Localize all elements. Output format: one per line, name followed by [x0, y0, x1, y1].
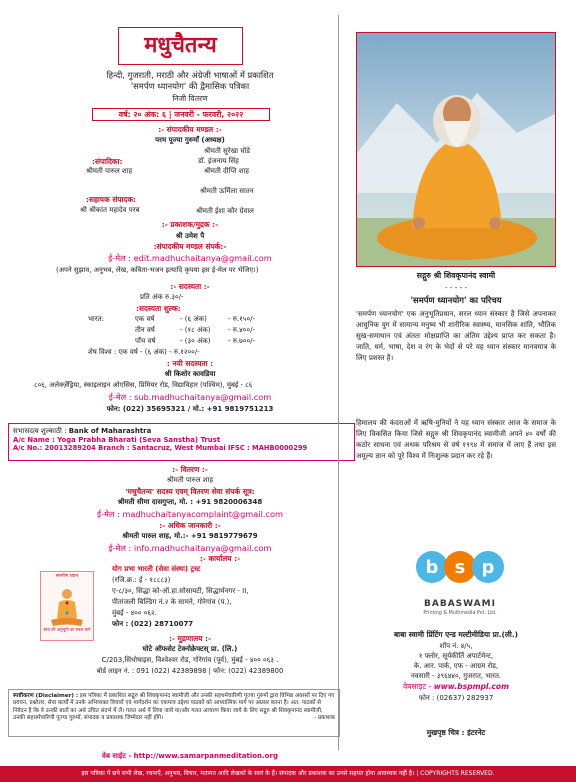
intro-heading: 'समर्पण ध्यानयोग' का परिचय: [410, 295, 502, 305]
email-label: ई-मेल :: [108, 543, 134, 553]
disclaimer-label: स्पष्टीकरण (Disclaimer) :: [13, 693, 79, 699]
company-address: शॉप नं. ४/५,: [439, 642, 473, 650]
column-divider: [338, 15, 339, 750]
board-member: श्रीमती सुरेखा घोंडे: [204, 147, 251, 155]
fee-issues: - (३० अंक): [180, 337, 211, 345]
publisher-label: :- प्रकाशक/मुद्रक :-: [161, 220, 219, 229]
account-number: A/c No.: 20013289204 Branch : Santacruz, West Mumbai IFSC : MAHB0000299: [13, 444, 308, 453]
company-website[interactable]: www.bspmpl.com: [433, 682, 510, 691]
fee-period: पाँच वर्ष: [135, 337, 156, 345]
company-address: १ फ्लोर, सूर्यकीर्ति अपार्टमेन्ट,: [418, 652, 494, 660]
complaint-email[interactable]: madhuchaitanyacomplaint@gmail.com: [122, 509, 283, 519]
svg-text:p: p: [481, 557, 495, 578]
board-member: श्रीमती दीप्ति शाह: [204, 167, 249, 175]
bank-label: सभासदत्व शुल्काठी :: [13, 427, 69, 435]
editor-label: :संपादिका:: [92, 157, 123, 166]
office-address: ए-८/३०, सिद्धा को-ऑ.हा.सोसायटी, सिद्धार्थनगर - II,: [112, 587, 249, 595]
india-label: भारत:: [88, 315, 104, 323]
company-web-line: [356, 682, 556, 691]
magazine-title: मधुचैतन्य: [144, 33, 217, 59]
board-email[interactable]: edit.madhuchaitanya@gmail.com: [133, 253, 272, 263]
per-issue-price: प्रति अंक रु.३०/-: [140, 293, 184, 301]
image-caption-bottom: स्वयं की अनुभूति का सरल मार्ग: [43, 627, 91, 632]
complaint-email-line: [40, 509, 340, 519]
editor-name: श्रीमती पारुल शाह: [86, 167, 133, 175]
fee-period: तीन वर्ष: [135, 326, 155, 334]
magazine-description: 'समर्पण ध्यानयोग' की द्वैमासिक पत्रिका: [130, 81, 250, 91]
subscription-email[interactable]: sub.madhuchaitanya@gmail.com: [134, 392, 272, 402]
office-phone: फोन : (022) 28710077: [112, 620, 194, 628]
office-reg: (रजि.क्र.: ई - १८८८३): [112, 576, 171, 584]
printer-address: C/203,सिंधोषाइस, विश्वेश्वर रोड, गोरेगांव (पूर्व), मुंबई - ४०० ०६३ .: [101, 656, 279, 664]
website-line: [40, 752, 340, 761]
issue-info: वर्ष: २० अंक: ६ | जनवरी - फरवरी, २०२२: [92, 108, 270, 121]
languages-line: हिन्दी, गुजराती, मराठी और अंग्रेजी भाषाओं में प्रकाशित: [106, 70, 274, 80]
email-label: ई-मेल :: [108, 253, 134, 263]
abroad-fee: शेष विश्व : एक वर्ष - (६ अंक) - रु.१२००/-: [88, 348, 200, 356]
new-member-contact: श्री किशोर कावडिया: [164, 370, 216, 378]
photo-caption: सद्गुरु श्री शिवकृपानंद स्वामी: [416, 271, 496, 280]
board-contact-label: :संपादकीय मण्डल संपर्क:-: [153, 242, 227, 251]
board-member: श्रीमती ईशा कौर ग्रेवाल: [196, 207, 254, 215]
website-label: वेब साईट -: [102, 752, 134, 760]
private-circulation: निजी वितरण: [172, 94, 208, 103]
board-member: श्रीमती ऊर्मिला सातन: [200, 187, 254, 195]
board-email-line: [40, 253, 340, 263]
bank-name: Bank of Maharashtra: [68, 427, 152, 435]
printer-name: घोटे ऑफसेट टेक्नोक्रेफ्टस् प्रा. (लि.): [142, 645, 238, 653]
email-label: ई-मेल :: [108, 392, 135, 402]
disclaimer-publisher: - प्रकाशक: [314, 714, 335, 721]
website-link[interactable]: http://www.samarpanmeditation.org: [133, 752, 278, 760]
copyright-footer: इस पत्रिका में छपे सभी लेख, रचनाएँ, अनुभव, विचार, मतामत आदि लेखकों के स्वयं के हैं। संपादक और प्रकाशक का उनसे सहमत होना आवश्यक नहीं है। | COPYRIGHTS RESERVED.: [0, 766, 576, 782]
logo-subtitle: Printing & Multimedia Pvt. Ltd.: [423, 611, 497, 616]
logo-name: BABASWAMI: [424, 599, 496, 609]
printer-phones: बोर्ड लाइन नं. : 091 (022) 42389898 | फोन: (022) 42389800: [96, 667, 284, 675]
disclaimer-text: इस पत्रिका में प्रकाशित सद्गुरु श्री शिवकृपानंद स्वामीजी और उनकी सहधर्मचारिणी पूज्या गुरुमाँ द्वारा विभिन्न अवसरों पर दिए गए प्रवचन, प्रश्नोत्तर, सेवा कार्यों में उनके अभिव्यक्त विचारों एवं मार्गदर्शन का एकमात्र उद्देश्य पाठकों को आध्यात्मिक मार्ग पर अग्रसर करना है। अत: पाठकों से निवेदन है कि वे उनकी बातों का अर्थ उचित संदर्भ में लें। गलत अर्थ में लिया जाये या/और गलत आचरण किया जाये के लिए सद्गुरु श्री शिवकृपानंद स्वामीजी, उनकी सहधर्मचारिणी पूज्या गुरुमाँ, संपादक व प्रकाशक जिम्मेदार नहीं होंगे।: [13, 693, 335, 721]
assoc-editor-label: :सहायक संपादक:: [86, 195, 136, 204]
masthead-box: [118, 27, 243, 65]
printer-heading: :- मुद्रणालय :-: [168, 634, 212, 643]
publisher-name: श्री उमेश पै: [175, 232, 205, 240]
disclaimer-box: [8, 689, 340, 737]
board-patron: परम पूज्या गुरुमाँ (अध्यक्ष): [155, 136, 225, 144]
cover-credit: मुखपृष्ठ चित्र : इंटरनेट: [426, 728, 486, 737]
distribution-heading: :- वितरण :-: [172, 465, 208, 474]
info-email-line: [40, 543, 340, 553]
email-note: (अपने सुझाव, अनुभव, लेख, कविता-भजन इत्यादि कृपया इस ई-मेल पर भेजिए।): [56, 266, 259, 274]
guru-photo: [356, 32, 556, 267]
separator-dashes: - - - - -: [444, 283, 468, 292]
assoc-editor-name: श्री श्रीकांत महादेव परब: [80, 206, 140, 214]
fee-price: - रु.१५०/-: [228, 315, 255, 323]
fee-price: - रु.७००/-: [228, 337, 255, 345]
company-web-label: वेबसाइट -: [402, 682, 434, 691]
fee-period: एक वर्ष: [135, 315, 155, 323]
distribution-contact-heading: 'मधुचैतन्य' सदस्य एवम् वितरण सेवा संपर्क सूत्र:: [125, 487, 255, 496]
image-caption-top: समर्पण ध्यान: [55, 574, 79, 579]
new-member-address: ८०६, अलेक्ज़ेंड्रिया, स्काइलाइन ओएसिस, प्रिमियर रोड, विद्याविहार (पश्चिम), मुंबई - ८६: [34, 381, 253, 389]
meditation-image: [40, 571, 94, 641]
fee-issues: - (१८ अंक): [180, 326, 211, 334]
company-phone: फोन : (02637) 282937: [418, 694, 494, 702]
intro-paragraph: 'समर्पण ध्यानयोग' एक अनुभूतिप्रधान, सरल ध्यान संस्कार है जिसे अपनाकर आधुनिक युग में सामान्य मनुष्य भी शारीरिक स्वास्थ्य, मानसिक शांति, भौतिक सुख-समाधान एवं अंततः मोक्षप्राप्ति का अंतिम उद्देश्य प्राप्त कर सकता है। जाति, धर्म, भाषा, देश व रंग के भेदों से परे यह ध्यान संस्कार मानवमात्र के लिए प्रशस्त है।: [356, 309, 556, 362]
himalaya-paragraph: हिमालय की कंदराओं में ऋषि-मुनियों ने यह ध्यान संस्कार आज के समाज के लिए विकसित किया जिसे सद्गुरु श्री शिवकृपानंद स्वामीजी अपने ४० वर्षों की कठोर साधना एवं अथक परिश्रम से वर्ष १९९४ में समाज में लाए हैं तथा इस अमूल्य ज्ञान को पूरे विश्व में निःशुल्क प्रदान कर रहे हैं।: [356, 418, 556, 460]
sub-email-line: [40, 392, 340, 402]
fee-issues: - (६ अंक): [180, 315, 207, 323]
office-heading: :- कार्यालय :-: [199, 554, 241, 563]
distributor-name: श्रीमती पारुल शाह: [166, 476, 214, 484]
office-name: योग प्रभा भारती (सेवा संस्था) ट्रस्ट: [112, 565, 201, 573]
company-address: नवसारी - ३९६४४०, गुजरात, भारत.: [410, 672, 502, 680]
bank-details-box: [8, 423, 355, 461]
fee-price: - रु.४००/-: [228, 326, 255, 334]
account-name: A/c Name : Yoga Prabha Bharati (Seva Sanstha) Trust: [13, 435, 221, 444]
board-heading: :- संपादकीय मण्डल :-: [158, 125, 222, 134]
company-address: के. आर. पार्क, एफ - आग्रम रोड,: [413, 662, 499, 670]
new-membership-heading: : नयी सदस्यता :: [166, 359, 214, 368]
info-heading: :- अधिक जानकारी :-: [159, 521, 221, 530]
svg-text:s: s: [454, 557, 466, 578]
svg-text:b: b: [425, 557, 439, 578]
babaswami-logo: [404, 537, 516, 625]
office-address: मुंबई - ४०० ०६२.: [112, 609, 157, 617]
info-email[interactable]: info.madhuchaitanya@gmail.com: [133, 543, 272, 553]
board-member: डॉ. इंजनाय सिंह: [198, 157, 239, 165]
guru-portrait-icon: [357, 33, 556, 267]
new-member-phone: फोन: (022) 35695321 / मो.: +91 9819751213: [106, 405, 274, 413]
fee-heading: :सदस्यता शुल्क:: [136, 304, 181, 313]
email-label: ई-मेल :: [97, 509, 123, 519]
membership-heading: :- सदस्यता :-: [170, 282, 210, 291]
company-name: बाबा स्वामी प्रिंटिंग एन्ड मल्टीमीडिया प्रा.(ली.): [393, 630, 519, 639]
distribution-contact: श्रीमती सीमा दासगुप्ता, मो. : +91 9820006348: [117, 498, 263, 506]
bank-name-line: [13, 427, 350, 436]
bsp-logo-icon: [404, 537, 516, 599]
office-address: पीतांजली बिल्डिंग नं.२ के सामने, गोरेगांव (प.),: [112, 598, 232, 606]
info-contact: श्रीमती पारुल शाह, मो.:- +91 9819779679: [122, 532, 258, 540]
